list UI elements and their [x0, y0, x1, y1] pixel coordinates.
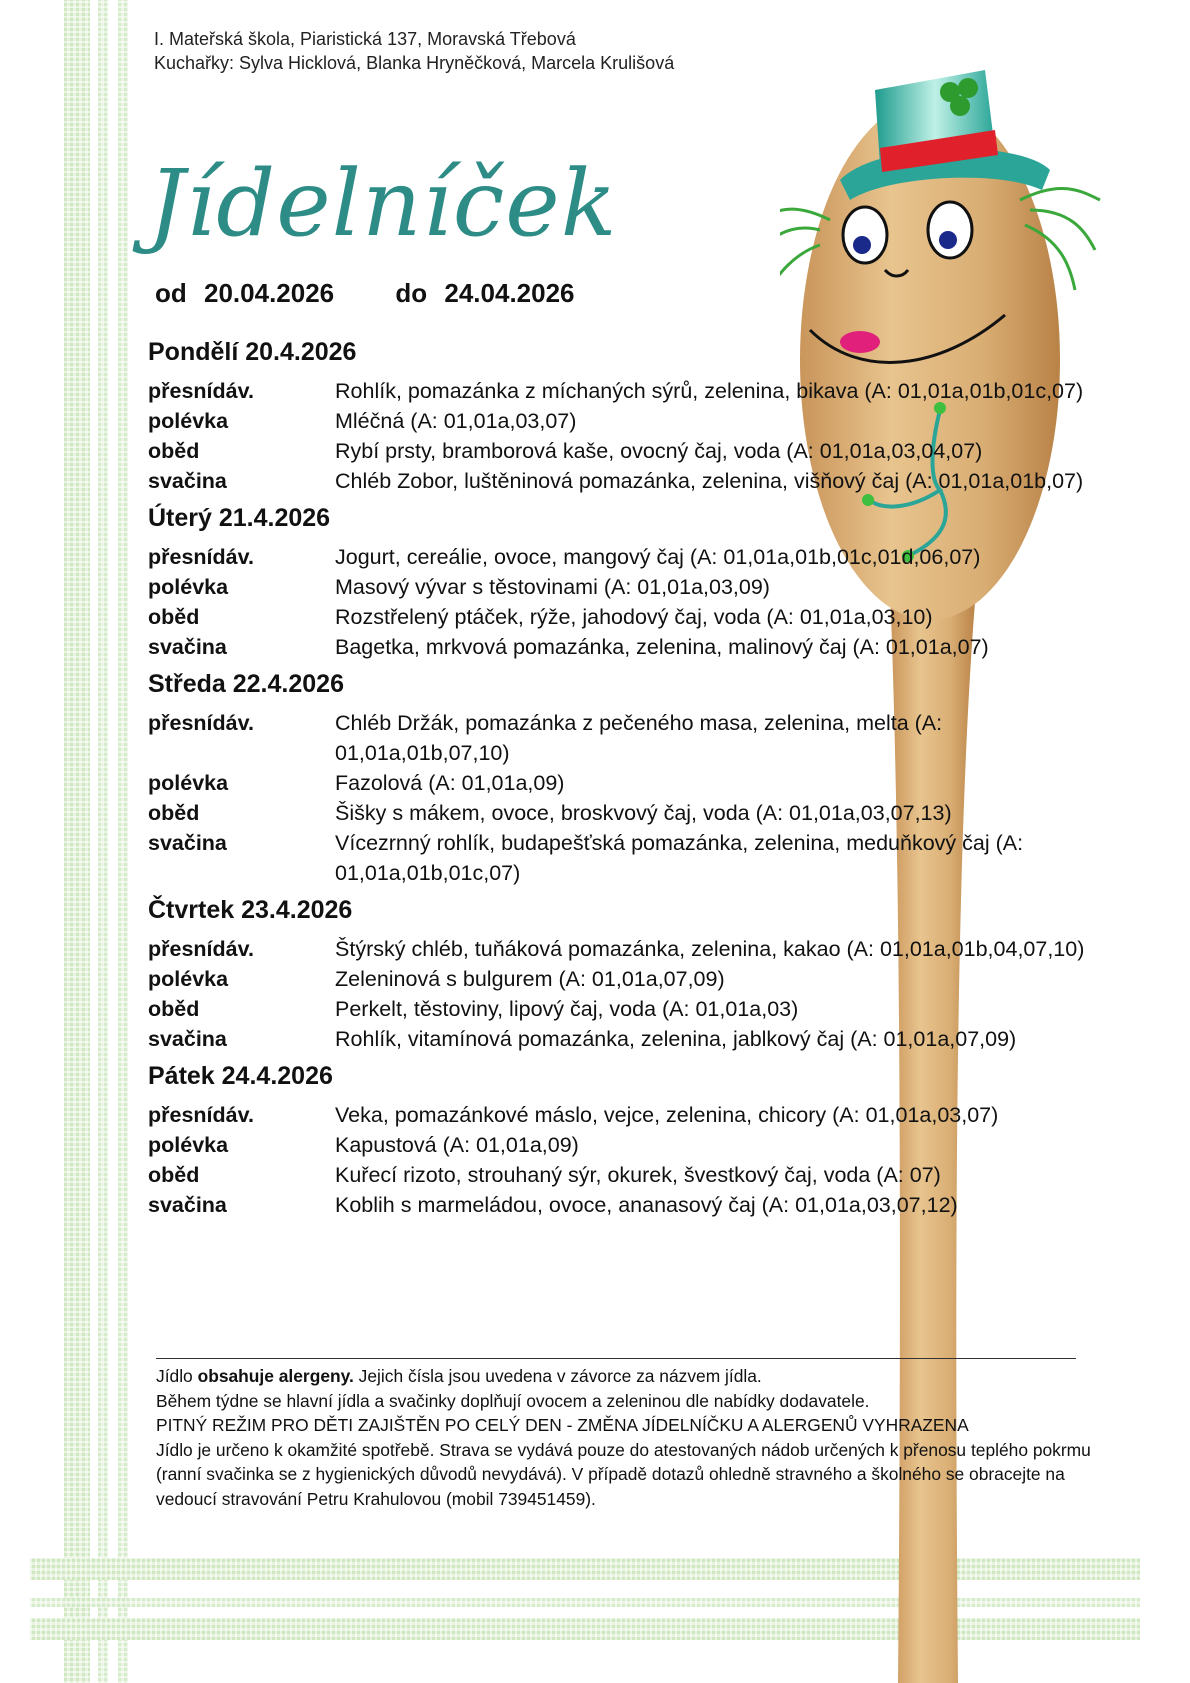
day-title: Úterý 21.4.2026 [148, 504, 331, 532]
meal-row [148, 964, 1108, 994]
from-date: 20.04.2026 [204, 278, 335, 308]
meal-text: Perkelt, těstoviny, lipový čaj, voda (A: 01,01a,03) [335, 997, 799, 1021]
meal-label: polévka [148, 771, 229, 795]
meal-label: přesnídáv. [148, 937, 254, 961]
meal-row [148, 708, 1108, 768]
meal-label: přesnídáv. [148, 545, 254, 569]
day-title: Pátek 24.4.2026 [148, 1062, 333, 1090]
meal-label: přesnídáv. [148, 379, 254, 403]
meal-text: Bagetka, mrkvová pomazánka, zelenina, malinový čaj (A: 01,01a,07) [335, 635, 989, 659]
meal-label: svačina [148, 1027, 227, 1051]
meal-label: polévka [148, 1133, 229, 1157]
meal-text: Šišky s mákem, ovoce, broskvový čaj, voda (A: 01,01a,03,07,13) [335, 801, 952, 825]
meal-row [148, 798, 1108, 828]
allergen-bold: obsahuje alergeny. [197, 1366, 354, 1386]
footer-notes [156, 1364, 1116, 1511]
meal-text: Koblih s marmeládou, ovoce, ananasový čaj (A: 01,01a,03,07,12) [335, 1193, 958, 1217]
meal-row [148, 768, 1108, 798]
meal-text: Masový vývar s těstovinami (A: 01,01a,03,09) [335, 575, 770, 599]
meal-row [148, 376, 1108, 406]
meal-text: Rozstřelený ptáček, rýže, jahodový čaj, voda (A: 01,01a,03,10) [335, 605, 933, 629]
date-range [155, 278, 575, 309]
meal-row [148, 1024, 1108, 1054]
meal-label: přesnídáv. [148, 1103, 254, 1127]
meal-text: Rybí prsty, bramborová kaše, ovocný čaj, voda (A: 01,01a,03,04,07) [335, 439, 983, 463]
meal-text: Štýrský chléb, tuňáková pomazánka, zelenina, kakao (A: 01,01a,01b,04,07,10) [335, 937, 1085, 961]
meal-row [148, 1190, 1108, 1220]
meal-label: oběd [148, 605, 200, 629]
cooks-line: Kuchařky: Sylva Hicklová, Blanka Hryněčková, Marcela Krulišová [154, 53, 675, 73]
meal-label: svačina [148, 469, 227, 493]
meal-label: svačina [148, 831, 227, 855]
page-title: Jídelníček [148, 150, 618, 257]
meal-text: Jogurt, cereálie, ovoce, mangový čaj (A: 01,01a,01b,01c,01d,06,07) [335, 545, 981, 569]
meal-label: oběd [148, 997, 200, 1021]
meal-label: svačina [148, 1193, 227, 1217]
meal-label: oběd [148, 439, 200, 463]
meal-row [148, 542, 1108, 572]
meal-row [148, 632, 1108, 662]
meal-text: Fazolová (A: 01,01a,09) [335, 771, 565, 795]
meal-row [148, 1130, 1108, 1160]
meal-label: přesnídáv. [148, 711, 254, 735]
meal-row [148, 994, 1108, 1024]
meal-label: polévka [148, 967, 229, 991]
meal-row [148, 466, 1108, 496]
day-title: Středa 22.4.2026 [148, 670, 344, 698]
to-label: do [395, 278, 428, 308]
fruit-note: Během týdne se hlavní jídla a svačinky doplňují ovocem a zeleninou dle nabídky dodavatele. [156, 1390, 870, 1411]
weekly-menu [148, 336, 1108, 1220]
meal-text: Veka, pomazánkové máslo, vejce, zelenina, chicory (A: 01,01a,03,07) [335, 1103, 999, 1127]
day-friday [148, 1060, 1108, 1220]
meal-row [148, 934, 1108, 964]
meal-text: Rohlík, pomazánka z míchaných sýrů, zelenina, bikava (A: 01,01a,01b,01c,07) [335, 379, 1084, 403]
meal-label: polévka [148, 409, 229, 433]
meal-text: Vícezrnný rohlík, budapešťská pomazánka, zelenina, meduňkový čaj (A: 01,01a,01b,01c,07) [335, 831, 1024, 885]
consumption-note: Jídlo je určeno k okamžité spotřebě. Strava se vydává pouze do atestovaných nádob určených k přenosu teplého pokrmu (ranní svačinka se z hygienických důvodů nevydává). V případě dotazů ohledně stravného a školného se obracejte na vedoucí stravování Petru Krahulovou (mobil 739451459). [156, 1439, 1091, 1509]
meal-row [148, 572, 1108, 602]
meal-label: svačina [148, 635, 227, 659]
meal-row [148, 1160, 1108, 1190]
day-thursday [148, 894, 1108, 1054]
day-tuesday [148, 502, 1108, 662]
meal-text: Chléb Zobor, luštěninová pomazánka, zelenina, višňový čaj (A: 01,01a,01b,07) [335, 469, 1084, 493]
day-title: Čtvrtek 23.4.2026 [148, 896, 353, 924]
meal-text: Rohlík, vitamínová pomazánka, zelenina, jablkový čaj (A: 01,01a,07,09) [335, 1027, 1017, 1051]
meal-text: Kuřecí rizoto, strouhaný sýr, okurek, švestkový čaj, voda (A: 07) [335, 1163, 941, 1187]
meal-row [148, 602, 1108, 632]
school-address: I. Mateřská škola, Piaristická 137, Moravská Třebová [154, 29, 576, 49]
meal-label: polévka [148, 575, 229, 599]
meal-row [148, 406, 1108, 436]
allergen-note [156, 1364, 1116, 1389]
allergen-suffix: Jejich čísla jsou uvedena v závorce za názvem jídla. [353, 1366, 762, 1386]
meal-text: Kapustová (A: 01,01a,09) [335, 1133, 579, 1157]
meal-row [148, 1100, 1108, 1130]
day-title: Pondělí 20.4.2026 [148, 338, 357, 366]
meal-text: Chléb Držák, pomazánka z pečeného masa, zelenina, melta (A: 01,01a,01b,07,10) [335, 711, 943, 765]
day-monday [148, 336, 1108, 496]
day-wednesday [148, 668, 1108, 888]
drinking-note: PITNÝ REŽIM PRO DĚTI ZAJIŠTĚN PO CELÝ DEN - ZMĚNA JÍDELNÍČKU A ALERGENŮ VYHRAZENA [156, 1415, 969, 1435]
meal-row [148, 436, 1108, 466]
meal-text: Zeleninová s bulgurem (A: 01,01a,07,09) [335, 967, 725, 991]
to-date: 24.04.2026 [444, 278, 575, 308]
meal-row [148, 828, 1108, 888]
meal-text: Mléčná (A: 01,01a,03,07) [335, 409, 577, 433]
meal-label: oběd [148, 801, 200, 825]
meal-label: oběd [148, 1163, 200, 1187]
allergen-prefix: Jídlo [156, 1366, 198, 1386]
divider-line [156, 1358, 1076, 1359]
from-label: od [155, 278, 187, 308]
